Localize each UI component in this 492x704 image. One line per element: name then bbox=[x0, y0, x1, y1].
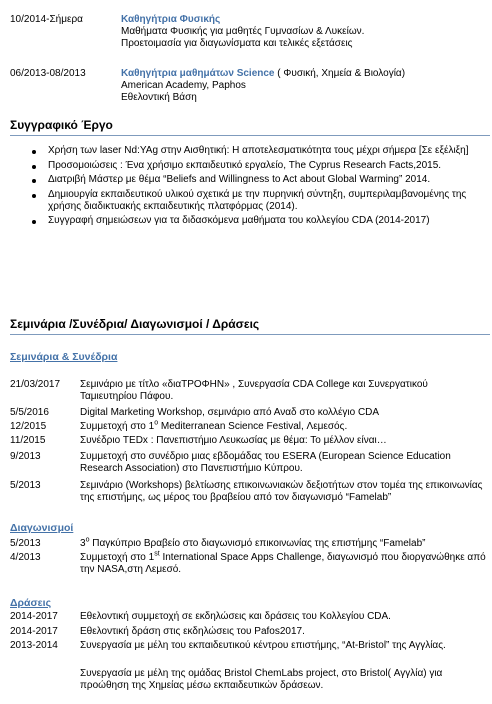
job-title: Καθηγήτρια μαθημάτων Science bbox=[121, 68, 275, 79]
competition-text: $3^o$ Παγκύπριο Βραβείο στο διαγωνισμό επικοινωνίας της επιστήμης “Famelab” bbox=[80, 536, 426, 549]
bullet-icon bbox=[32, 165, 36, 169]
bullet-icon bbox=[32, 179, 36, 183]
writing-list bbox=[30, 145, 470, 230]
seminar-date: 12/2015 bbox=[10, 421, 47, 432]
seminar-text: Συνέδριο TEDx : Πανεπιστήμιο Λευκωσίας με θέμα: Το μέλλον είναι… bbox=[80, 435, 387, 446]
seminar-date: 9/2013 bbox=[10, 451, 41, 462]
experience-entry bbox=[121, 68, 486, 104]
job-detail: Εθελοντική Βάση bbox=[121, 92, 197, 103]
seminar-text: Συμμετοχή στο συνέδριο μιας εβδομάδας του ESERA (European Science Education Research Association) στο Πανεπιστήμιο Κύπρου. bbox=[80, 451, 451, 474]
bullet-icon bbox=[32, 150, 36, 154]
action-text: Συνεργασία με μέλη της ομάδας Bristol ChemLabs project, στο Bristol( Αγγλία) για προώθηση της Χημείας μέσω εκπαιδευτικών δράσεων. bbox=[80, 668, 443, 691]
bullet-icon bbox=[32, 220, 36, 224]
seminar-text: Digital Marketing Workshop, σεμινάριο από Αναδ στο κολλέγιο CDA bbox=[80, 407, 380, 418]
action-date: 2014-2017 bbox=[10, 626, 58, 637]
job-detail: Μαθήματα Φυσικής για μαθητές Γυμνασίων & Λυκείων. bbox=[121, 26, 365, 37]
seminar-text: Συμμετοχή στο 1$^o$ Mediterranean Science Festival, Λεμεσός. bbox=[80, 419, 348, 432]
competition-date: 5/2013 bbox=[10, 538, 41, 549]
seminar-text: Σεμινάριο με τίτλο «διαΤΡΟΦΗΝ» , Συνεργασία CDA College και Συνεργατικού Ταμιευτηρίου Πάφου. bbox=[80, 379, 428, 402]
bullet-icon bbox=[32, 194, 36, 198]
action-text: Εθελοντική δράση στις εκδηλώσεις του Pafos2017. bbox=[80, 626, 305, 637]
seminar-date: 11/2015 bbox=[10, 435, 46, 446]
seminar-date: 5/2013 bbox=[10, 480, 41, 491]
list-item: Προσομοιώσεις : Ένα χρήσιμο εκπαιδευτικό εργαλείο, The Cyprus Research Facts,2015. bbox=[30, 160, 470, 172]
competitions-subheading: Διαγωνισμοί bbox=[10, 522, 74, 534]
job-detail: Προετοιμασία για διαγωνίσματα και τελικές εξετάσεις bbox=[121, 38, 353, 49]
job-title-extra: ( Φυσική, Χημεία & Βιολογία) bbox=[274, 68, 406, 79]
experience-date: 10/2014-Σήμερα bbox=[10, 14, 83, 25]
seminar-date: 5/5/2016 bbox=[10, 407, 49, 418]
seminars-heading: Σεμινάρια /Συνέδρια/ Διαγωνισμοί / Δράσεις bbox=[10, 317, 260, 331]
competition-date: 4/2013 bbox=[10, 552, 41, 563]
seminars-subheading: Σεμινάρια & Συνέδρια bbox=[10, 351, 118, 363]
list-item: Δημιουργία εκπαιδευτικού υλικού σχετικά με την πυρηνική σύντηξη, συμπεριλαμβανομένης της χρήσης διαδικτυακής εκπαιδευτικής πλατφόρμας (2014). bbox=[30, 189, 470, 213]
list-item: Συγγραφή σημειώσεων για τα διδασκόμενα μαθήματα του κολλεγίου CDA (2014-2017) bbox=[30, 215, 470, 227]
list-item: Διατριβή Μάστερ με θέμα “Beliefs and Willingness to Act about Global Warming” 2014. bbox=[30, 174, 470, 186]
job-title: Καθηγήτρια Φυσικής bbox=[121, 14, 221, 25]
seminar-date: 21/03/2017 bbox=[10, 379, 61, 390]
competition-text: Συμμετοχή στο 1st International Space Apps Challenge, διαγωνισμό που διοργανώθηκε από την NASA,στη Λεμεσό. bbox=[80, 550, 486, 575]
actions-subheading: Δράσεις bbox=[10, 597, 52, 609]
seminar-text: Σεμινάριο (Workshops) βελτίωσης επικοινωνιακών δεξιοτήτων στον τομέα της επικοινωνίας της επιστήμης, ως μέρος του βραβείου από τον διαγωνισμό “Famelab” bbox=[80, 480, 483, 503]
action-date: 2013-2014 bbox=[10, 640, 58, 651]
action-text: Εθελοντική συμμετοχή σε εκδηλώσεις και δράσεις του Κολλεγίου CDA. bbox=[80, 611, 391, 622]
section-divider bbox=[10, 135, 490, 136]
job-detail: American Academy, Paphos bbox=[121, 80, 246, 91]
action-text: Συνεργασία με μέλη του εκπαιδευτικού κέντρου επιστήμης, “At-Bristol” της Αγγλίας. bbox=[80, 640, 446, 651]
action-date: 2014-2017 bbox=[10, 611, 58, 622]
experience-date: 06/2013-08/2013 bbox=[10, 68, 86, 79]
experience-entry bbox=[121, 14, 486, 50]
section-divider bbox=[10, 334, 490, 335]
list-item: Χρήση των laser Nd:YAg στην Αισθητική: Η αποτελεσματικότητα τους μέχρι σήμερα [Σε εξέλιξη] bbox=[30, 145, 470, 157]
writing-heading: Συγγραφικό Έργο bbox=[10, 118, 113, 132]
